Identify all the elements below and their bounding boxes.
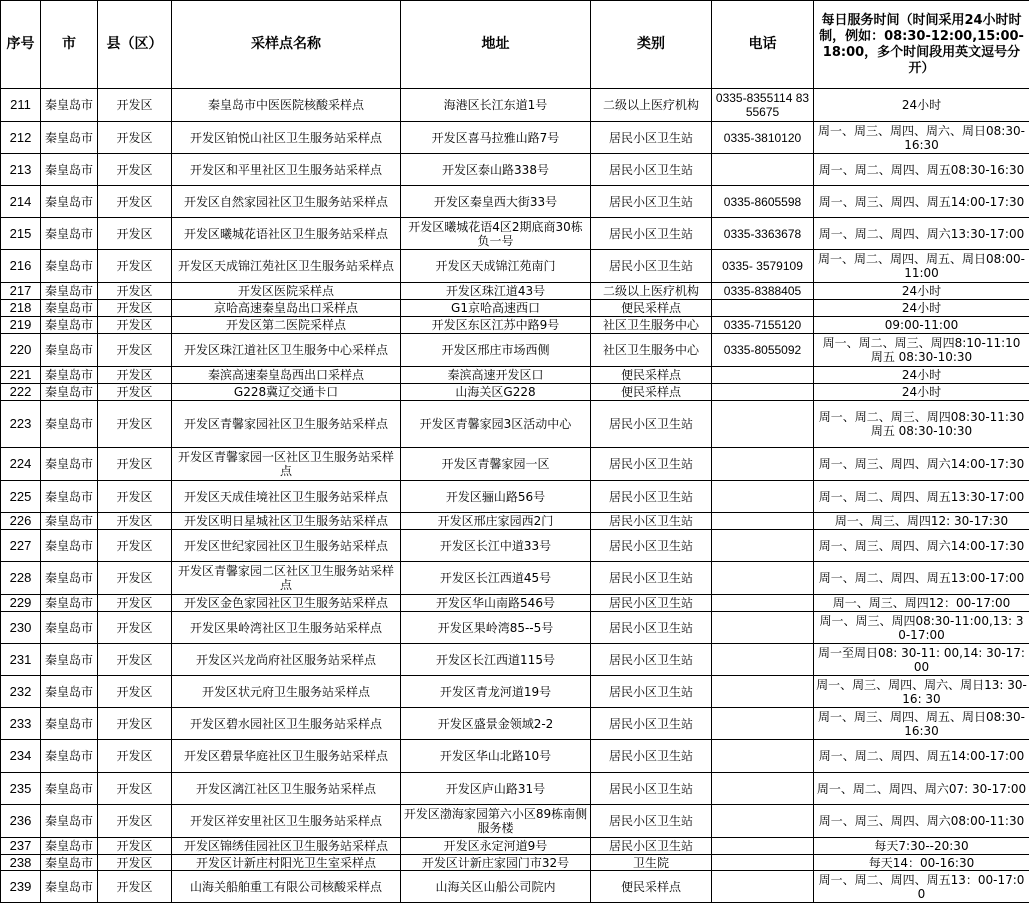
row-site-name: 开发区医院采样点	[172, 283, 401, 300]
row-site-name: 开发区青馨家园二区社区卫生服务站采样点	[172, 562, 401, 595]
table-row	[1, 740, 1029, 773]
table-row	[1, 855, 1029, 871]
row-phone	[712, 676, 814, 708]
row-service-hours: 周一、周三、周四、周五14:00-17:30	[814, 186, 1029, 218]
row-service-hours: 周一、周二、周四、周五14:00-17:00	[814, 740, 1029, 773]
row-service-hours: 周一、周二、周四、周五13:00-17:00	[814, 562, 1029, 595]
row-city: 秦皇岛市	[41, 317, 98, 334]
table-row	[1, 401, 1029, 448]
row-site-name: 开发区果岭湾社区卫生服务站采样点	[172, 612, 401, 644]
table-row	[1, 334, 1029, 367]
row-city: 秦皇岛市	[41, 250, 98, 283]
row-site-name: 开发区青馨家园社区卫生服务站采样点	[172, 401, 401, 448]
row-index: 217	[1, 283, 41, 300]
table-row	[1, 562, 1029, 595]
row-phone: 0335-7155120	[712, 317, 814, 334]
row-address: 开发区长江中道33号	[401, 530, 591, 562]
row-site-name: 开发区漓江社区卫生服务站采样点	[172, 773, 401, 805]
row-city: 秦皇岛市	[41, 855, 98, 871]
table-row	[1, 644, 1029, 676]
row-city: 秦皇岛市	[41, 481, 98, 513]
row-city: 秦皇岛市	[41, 122, 98, 154]
row-site-name: 开发区天成锦江苑社区卫生服务站采样点	[172, 250, 401, 283]
row-category: 居民小区卫生站	[591, 773, 712, 805]
row-city: 秦皇岛市	[41, 367, 98, 384]
row-site-name: 秦皇岛市中医医院核酸采样点	[172, 89, 401, 122]
table-row	[1, 481, 1029, 513]
row-county: 开发区	[98, 218, 172, 250]
row-index: 230	[1, 612, 41, 644]
row-city: 秦皇岛市	[41, 384, 98, 401]
row-city: 秦皇岛市	[41, 448, 98, 481]
row-index: 235	[1, 773, 41, 805]
table-row	[1, 89, 1029, 122]
table-row	[1, 676, 1029, 708]
row-category: 居民小区卫生站	[591, 448, 712, 481]
row-phone	[712, 154, 814, 186]
row-category: 居民小区卫生站	[591, 595, 712, 612]
row-address: 山海关区山船公司院内	[401, 871, 591, 903]
row-phone	[712, 562, 814, 595]
row-address: 开发区天成锦江苑南门	[401, 250, 591, 283]
row-site-name: 开发区祥安里社区卫生服务站采样点	[172, 805, 401, 838]
row-service-hours: 周一、周二、周四、周六07: 30-17:00	[814, 773, 1029, 805]
row-category: 居民小区卫生站	[591, 250, 712, 283]
row-index: 212	[1, 122, 41, 154]
row-county: 开发区	[98, 481, 172, 513]
row-index: 222	[1, 384, 41, 401]
row-category: 居民小区卫生站	[591, 481, 712, 513]
row-index: 226	[1, 513, 41, 530]
row-address: 开发区曦城花语4区2期底商30栋负一号	[401, 218, 591, 250]
table-row	[1, 612, 1029, 644]
row-index: 220	[1, 334, 41, 367]
table-row	[1, 218, 1029, 250]
row-category: 居民小区卫生站	[591, 530, 712, 562]
row-city: 秦皇岛市	[41, 334, 98, 367]
row-county: 开发区	[98, 530, 172, 562]
row-address: 开发区渤海家园第六小区89栋南侧服务楼	[401, 805, 591, 838]
table-row	[1, 283, 1029, 300]
row-phone	[712, 838, 814, 855]
row-address: 开发区东区江苏中路9号	[401, 317, 591, 334]
header-city: 市	[41, 1, 98, 89]
row-service-hours: 24小时	[814, 283, 1029, 300]
row-service-hours: 周一、周二、周四、周六13:30-17:00	[814, 218, 1029, 250]
row-index: 215	[1, 218, 41, 250]
row-phone	[712, 367, 814, 384]
row-service-hours: 周一、周二、周四、周五、周日08:00-11:00	[814, 250, 1029, 283]
row-address: 开发区长江西道45号	[401, 562, 591, 595]
table-row	[1, 708, 1029, 740]
row-service-hours: 周一、周二、周四、周五13：00-17:00	[814, 871, 1029, 903]
row-site-name: 开发区世纪家园社区卫生服务站采样点	[172, 530, 401, 562]
row-city: 秦皇岛市	[41, 805, 98, 838]
row-index: 233	[1, 708, 41, 740]
row-phone	[712, 708, 814, 740]
row-address: 开发区华山南路546号	[401, 595, 591, 612]
row-county: 开发区	[98, 317, 172, 334]
row-site-name: 开发区碧水园社区卫生服务站采样点	[172, 708, 401, 740]
row-address: 开发区邢庄家园西2门	[401, 513, 591, 530]
row-service-hours: 周一、周二、周三、周四8:10-11:10 周五 08:30-10:30	[814, 334, 1029, 367]
row-phone	[712, 481, 814, 513]
row-site-name: 秦滨高速秦皇岛西出口采样点	[172, 367, 401, 384]
row-phone: 0335-3363678	[712, 218, 814, 250]
table-row	[1, 871, 1029, 903]
row-service-hours: 周一、周二、周四、周五13:30-17:00	[814, 481, 1029, 513]
table-row	[1, 317, 1029, 334]
row-index: 223	[1, 401, 41, 448]
table-row	[1, 154, 1029, 186]
row-service-hours: 周一、周二、周四、周五08:30-16:30	[814, 154, 1029, 186]
row-county: 开发区	[98, 122, 172, 154]
row-city: 秦皇岛市	[41, 513, 98, 530]
row-site-name: 开发区金色家园社区卫生服务站采样点	[172, 595, 401, 612]
row-city: 秦皇岛市	[41, 218, 98, 250]
row-index: 228	[1, 562, 41, 595]
row-index: 237	[1, 838, 41, 855]
row-category: 居民小区卫生站	[591, 186, 712, 218]
row-address: 开发区泰山路338号	[401, 154, 591, 186]
row-category: 二级以上医疗机构	[591, 89, 712, 122]
row-city: 秦皇岛市	[41, 530, 98, 562]
row-site-name: 开发区和平里社区卫生服务站采样点	[172, 154, 401, 186]
row-county: 开发区	[98, 401, 172, 448]
row-county: 开发区	[98, 334, 172, 367]
row-index: 213	[1, 154, 41, 186]
row-index: 232	[1, 676, 41, 708]
header-category: 类别	[591, 1, 712, 89]
row-county: 开发区	[98, 513, 172, 530]
row-service-hours: 周一、周三、周四、周五、周日08:30-16:30	[814, 708, 1029, 740]
row-category: 居民小区卫生站	[591, 562, 712, 595]
row-service-hours: 周一、周三、周四、周六14:00-17:30	[814, 448, 1029, 481]
row-category: 居民小区卫生站	[591, 838, 712, 855]
row-address: 开发区长江西道115号	[401, 644, 591, 676]
table-row	[1, 448, 1029, 481]
row-city: 秦皇岛市	[41, 871, 98, 903]
row-county: 开发区	[98, 384, 172, 401]
row-phone	[712, 740, 814, 773]
row-county: 开发区	[98, 186, 172, 218]
row-address: 开发区喜马拉雅山路7号	[401, 122, 591, 154]
row-county: 开发区	[98, 838, 172, 855]
row-phone: 0335- 3579109	[712, 250, 814, 283]
table-row	[1, 186, 1029, 218]
row-category: 居民小区卫生站	[591, 676, 712, 708]
row-city: 秦皇岛市	[41, 89, 98, 122]
table-row	[1, 595, 1029, 612]
row-address: 开发区骊山路56号	[401, 481, 591, 513]
row-county: 开发区	[98, 773, 172, 805]
row-address: 海港区长江东道1号	[401, 89, 591, 122]
row-county: 开发区	[98, 708, 172, 740]
row-site-name: 开发区曦城花语社区卫生服务站采样点	[172, 218, 401, 250]
header-county: 县（区）	[98, 1, 172, 89]
row-category: 二级以上医疗机构	[591, 283, 712, 300]
row-service-hours: 24小时	[814, 300, 1029, 317]
row-phone	[712, 513, 814, 530]
row-index: 225	[1, 481, 41, 513]
row-phone	[712, 855, 814, 871]
row-index: 238	[1, 855, 41, 871]
row-county: 开发区	[98, 644, 172, 676]
row-city: 秦皇岛市	[41, 283, 98, 300]
row-county: 开发区	[98, 595, 172, 612]
header-address: 地址	[401, 1, 591, 89]
table-row	[1, 250, 1029, 283]
row-site-name: 开发区铂悦山社区卫生服务站采样点	[172, 122, 401, 154]
row-address: 开发区青馨家园3区活动中心	[401, 401, 591, 448]
table-row	[1, 513, 1029, 530]
row-city: 秦皇岛市	[41, 676, 98, 708]
table-row	[1, 773, 1029, 805]
row-address: 开发区青龙河道19号	[401, 676, 591, 708]
row-service-hours: 每天14：00-16:30	[814, 855, 1029, 871]
row-category: 居民小区卫生站	[591, 401, 712, 448]
row-phone	[712, 401, 814, 448]
row-phone	[712, 612, 814, 644]
header-service-hours: 每日服务时间（时间采用24小时时制，例如：08:30-12:00,15:00-18:00，多个时间段用英文逗号分开）	[814, 1, 1029, 89]
row-phone: 0335-3810120	[712, 122, 814, 154]
row-city: 秦皇岛市	[41, 562, 98, 595]
row-category: 便民采样点	[591, 871, 712, 903]
row-address: G1京哈高速西口	[401, 300, 591, 317]
row-index: 236	[1, 805, 41, 838]
row-county: 开发区	[98, 676, 172, 708]
row-site-name: 开发区天成佳境社区卫生服务站采样点	[172, 481, 401, 513]
table-row	[1, 122, 1029, 154]
row-site-name: 开发区状元府卫生服务站采样点	[172, 676, 401, 708]
row-service-hours: 周一至周日08: 30-11: 00,14: 30-17: 00	[814, 644, 1029, 676]
row-address: 开发区青馨家园一区	[401, 448, 591, 481]
row-service-hours: 周一、周三、周四12：00-17:00	[814, 595, 1029, 612]
row-service-hours: 周一、周三、周四、周六08:00-11:30	[814, 805, 1029, 838]
row-service-hours: 周一、周三、周四、周六、周日08:30-16:30	[814, 122, 1029, 154]
row-category: 社区卫生服务中心	[591, 334, 712, 367]
row-county: 开发区	[98, 448, 172, 481]
header-row	[1, 1, 1029, 89]
row-service-hours: 24小时	[814, 367, 1029, 384]
row-site-name: G228冀辽交通卡口	[172, 384, 401, 401]
row-site-name: 开发区锦绣佳园社区卫生服务站采样点	[172, 838, 401, 855]
row-category: 居民小区卫生站	[591, 708, 712, 740]
row-county: 开发区	[98, 855, 172, 871]
row-site-name: 开发区明日星城社区卫生服务站采样点	[172, 513, 401, 530]
row-phone	[712, 448, 814, 481]
row-category: 居民小区卫生站	[591, 513, 712, 530]
row-category: 居民小区卫生站	[591, 805, 712, 838]
row-category: 卫生院	[591, 855, 712, 871]
row-phone	[712, 300, 814, 317]
row-phone	[712, 384, 814, 401]
row-address: 山海关区G228	[401, 384, 591, 401]
row-county: 开发区	[98, 612, 172, 644]
row-county: 开发区	[98, 805, 172, 838]
row-city: 秦皇岛市	[41, 186, 98, 218]
table-row	[1, 367, 1029, 384]
table-row	[1, 384, 1029, 401]
row-county: 开发区	[98, 300, 172, 317]
row-phone	[712, 530, 814, 562]
row-county: 开发区	[98, 250, 172, 283]
row-county: 开发区	[98, 154, 172, 186]
row-address: 秦滨高速开发区口	[401, 367, 591, 384]
row-city: 秦皇岛市	[41, 154, 98, 186]
row-category: 便民采样点	[591, 367, 712, 384]
row-address: 开发区珠江道43号	[401, 283, 591, 300]
row-category: 便民采样点	[591, 300, 712, 317]
row-site-name: 开发区碧景华庭社区卫生服务站采样点	[172, 740, 401, 773]
row-category: 居民小区卫生站	[591, 644, 712, 676]
row-phone	[712, 773, 814, 805]
row-index: 231	[1, 644, 41, 676]
row-index: 229	[1, 595, 41, 612]
header-phone: 电话	[712, 1, 814, 89]
row-address: 开发区秦皇西大街33号	[401, 186, 591, 218]
row-county: 开发区	[98, 283, 172, 300]
row-category: 居民小区卫生站	[591, 218, 712, 250]
row-site-name: 开发区自然家园社区卫生服务站采样点	[172, 186, 401, 218]
row-city: 秦皇岛市	[41, 401, 98, 448]
row-index: 216	[1, 250, 41, 283]
table-row	[1, 530, 1029, 562]
row-index: 214	[1, 186, 41, 218]
row-phone	[712, 595, 814, 612]
row-address: 开发区邢庄市场西侧	[401, 334, 591, 367]
row-city: 秦皇岛市	[41, 595, 98, 612]
row-service-hours: 周一、周三、周四12: 30-17:30	[814, 513, 1029, 530]
row-phone	[712, 644, 814, 676]
row-service-hours: 周一、周三、周四08:30-11:00,13: 30-17:00	[814, 612, 1029, 644]
row-address: 开发区计新庄家园门市32号	[401, 855, 591, 871]
row-address: 开发区华山北路10号	[401, 740, 591, 773]
row-service-hours: 09:00-11:00	[814, 317, 1029, 334]
row-phone	[712, 805, 814, 838]
row-address: 开发区盛景金领域2-2	[401, 708, 591, 740]
row-index: 211	[1, 89, 41, 122]
table-row	[1, 300, 1029, 317]
row-index: 218	[1, 300, 41, 317]
row-site-name: 开发区计新庄村阳光卫生室采样点	[172, 855, 401, 871]
row-site-name: 京哈高速秦皇岛出口采样点	[172, 300, 401, 317]
row-site-name: 开发区第二医院采样点	[172, 317, 401, 334]
header-index: 序号	[1, 1, 41, 89]
row-phone: 0335-8355114 8355675	[712, 89, 814, 122]
row-city: 秦皇岛市	[41, 644, 98, 676]
row-index: 221	[1, 367, 41, 384]
row-phone	[712, 871, 814, 903]
row-county: 开发区	[98, 367, 172, 384]
row-site-name: 山海关船舶重工有限公司核酸采样点	[172, 871, 401, 903]
row-city: 秦皇岛市	[41, 838, 98, 855]
row-service-hours: 周一、周三、周四、周六14:00-17:30	[814, 530, 1029, 562]
row-site-name: 开发区珠江道社区卫生服务中心采样点	[172, 334, 401, 367]
row-city: 秦皇岛市	[41, 740, 98, 773]
table-row	[1, 805, 1029, 838]
row-index: 219	[1, 317, 41, 334]
row-address: 开发区果岭湾85--5号	[401, 612, 591, 644]
row-index: 239	[1, 871, 41, 903]
row-site-name: 开发区兴龙尚府社区服务站采样点	[172, 644, 401, 676]
row-category: 居民小区卫生站	[591, 154, 712, 186]
row-phone: 0335-8605598	[712, 186, 814, 218]
header-site-name: 采样点名称	[172, 1, 401, 89]
row-category: 社区卫生服务中心	[591, 317, 712, 334]
row-city: 秦皇岛市	[41, 773, 98, 805]
row-county: 开发区	[98, 89, 172, 122]
row-city: 秦皇岛市	[41, 612, 98, 644]
row-address: 开发区庐山路31号	[401, 773, 591, 805]
row-county: 开发区	[98, 562, 172, 595]
row-phone: 0335-8055092	[712, 334, 814, 367]
row-service-hours: 周一、周三、周四、周六、周日13: 30-16: 30	[814, 676, 1029, 708]
row-service-hours: 周一、周二、周三、周四08:30-11:30 周五 08:30-10:30	[814, 401, 1029, 448]
row-county: 开发区	[98, 871, 172, 903]
row-service-hours: 24小时	[814, 384, 1029, 401]
row-index: 234	[1, 740, 41, 773]
row-phone: 0335-8388405	[712, 283, 814, 300]
table-row	[1, 838, 1029, 855]
row-index: 224	[1, 448, 41, 481]
row-category: 便民采样点	[591, 384, 712, 401]
row-category: 居民小区卫生站	[591, 122, 712, 154]
row-index: 227	[1, 530, 41, 562]
row-site-name: 开发区青馨家园一区社区卫生服务站采样点	[172, 448, 401, 481]
row-city: 秦皇岛市	[41, 708, 98, 740]
row-county: 开发区	[98, 740, 172, 773]
row-city: 秦皇岛市	[41, 300, 98, 317]
row-service-hours: 24小时	[814, 89, 1029, 122]
row-category: 居民小区卫生站	[591, 740, 712, 773]
row-address: 开发区永定河道9号	[401, 838, 591, 855]
row-service-hours: 每天7:30--20:30	[814, 838, 1029, 855]
row-category: 居民小区卫生站	[591, 612, 712, 644]
